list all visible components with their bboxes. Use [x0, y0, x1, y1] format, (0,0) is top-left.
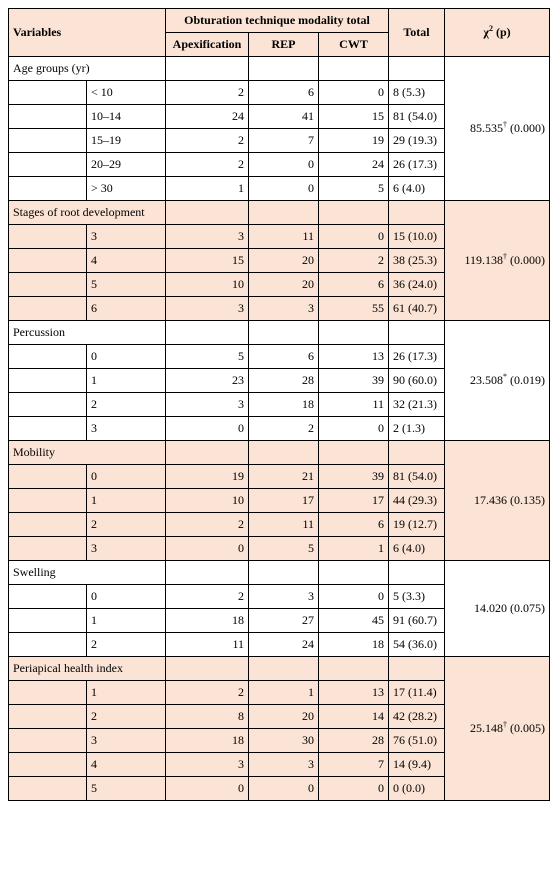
rep-count: 18 — [249, 393, 319, 417]
cwt-count: 13 — [319, 681, 389, 705]
section-title: Mobility — [9, 441, 166, 465]
cwt-count: 13 — [319, 345, 389, 369]
category-label: 1 — [87, 609, 166, 633]
indent-cell — [9, 609, 87, 633]
rep-count: 30 — [249, 729, 319, 753]
section-header-row — [9, 657, 550, 681]
cwt-count: 0 — [319, 225, 389, 249]
cwt-count: 28 — [319, 729, 389, 753]
rep-count: 1 — [249, 681, 319, 705]
total-count: 32 (21.3) — [389, 393, 445, 417]
category-label: 1 — [87, 489, 166, 513]
indent-cell — [9, 369, 87, 393]
indent-cell — [9, 681, 87, 705]
rep-count: 20 — [249, 273, 319, 297]
empty-cell — [166, 441, 249, 465]
empty-cell — [319, 441, 389, 465]
rep-count: 27 — [249, 609, 319, 633]
chi-square-cell — [445, 57, 550, 201]
significance-mark: † — [503, 120, 508, 129]
apexification-count: 2 — [166, 585, 249, 609]
results-table — [8, 8, 550, 801]
category-label: 0 — [87, 465, 166, 489]
rep-count: 11 — [249, 225, 319, 249]
cwt-count: 55 — [319, 297, 389, 321]
empty-cell — [166, 657, 249, 681]
total-count: 6 (4.0) — [389, 537, 445, 561]
apexification-count: 2 — [166, 153, 249, 177]
section-title: Stages of root development — [9, 201, 166, 225]
section-title: Swelling — [9, 561, 166, 585]
header-total: Total — [389, 9, 445, 57]
total-count: 15 (10.0) — [389, 225, 445, 249]
cwt-count: 0 — [319, 585, 389, 609]
total-count: 17 (11.4) — [389, 681, 445, 705]
section-title: Percussion — [9, 321, 166, 345]
apexification-count: 1 — [166, 177, 249, 201]
category-label: 2 — [87, 393, 166, 417]
rep-count: 11 — [249, 513, 319, 537]
empty-cell — [319, 321, 389, 345]
cwt-count: 24 — [319, 153, 389, 177]
empty-cell — [249, 441, 319, 465]
empty-cell — [249, 657, 319, 681]
category-label: 2 — [87, 705, 166, 729]
category-label: > 30 — [87, 177, 166, 201]
total-count: 5 (3.3) — [389, 585, 445, 609]
category-label: 3 — [87, 225, 166, 249]
empty-cell — [319, 201, 389, 225]
total-count: 26 (17.3) — [389, 153, 445, 177]
apexification-count: 3 — [166, 393, 249, 417]
chi-square-value: 17.436 — [474, 493, 508, 507]
chi-symbol: χ — [483, 25, 489, 39]
indent-cell — [9, 273, 87, 297]
category-label: 3 — [87, 417, 166, 441]
category-label: 3 — [87, 729, 166, 753]
header-variables: Variables — [9, 9, 166, 57]
rep-count: 6 — [249, 345, 319, 369]
empty-cell — [166, 201, 249, 225]
apexification-count: 19 — [166, 465, 249, 489]
empty-cell — [319, 57, 389, 81]
cwt-count: 18 — [319, 633, 389, 657]
rep-count: 0 — [249, 153, 319, 177]
empty-cell — [389, 201, 445, 225]
indent-cell — [9, 297, 87, 321]
cwt-count: 7 — [319, 753, 389, 777]
indent-cell — [9, 537, 87, 561]
header-rep: REP — [249, 33, 319, 57]
category-label: 15–19 — [87, 129, 166, 153]
chi-square-cell — [445, 657, 550, 801]
indent-cell — [9, 489, 87, 513]
cwt-count: 11 — [319, 393, 389, 417]
apexification-count: 15 — [166, 249, 249, 273]
header-chi-square — [445, 9, 550, 57]
header-obturation-group: Obturation technique modality total — [166, 9, 389, 33]
chi-square-value: 23.508 — [470, 373, 504, 387]
rep-count: 3 — [249, 753, 319, 777]
total-count: 36 (24.0) — [389, 273, 445, 297]
total-count: 44 (29.3) — [389, 489, 445, 513]
total-count: 0 (0.0) — [389, 777, 445, 801]
header-apexification: Apexification — [166, 33, 249, 57]
table-body — [9, 57, 550, 801]
p-value: (0.135) — [507, 493, 546, 507]
chi-square-value: 14.020 — [474, 601, 508, 615]
total-count: 19 (12.7) — [389, 513, 445, 537]
empty-cell — [389, 561, 445, 585]
significance-mark: * — [503, 372, 508, 381]
indent-cell — [9, 153, 87, 177]
rep-count: 20 — [249, 705, 319, 729]
p-value: (0.019) — [507, 373, 546, 387]
total-count: 54 (36.0) — [389, 633, 445, 657]
indent-cell — [9, 393, 87, 417]
empty-cell — [319, 561, 389, 585]
header-cwt: CWT — [319, 33, 389, 57]
p-value: (0.000) — [507, 253, 546, 267]
empty-cell — [389, 441, 445, 465]
indent-cell — [9, 585, 87, 609]
empty-cell — [389, 57, 445, 81]
category-label: 0 — [87, 345, 166, 369]
empty-cell — [249, 321, 319, 345]
total-count: 61 (40.7) — [389, 297, 445, 321]
rep-count: 3 — [249, 297, 319, 321]
empty-cell — [389, 657, 445, 681]
empty-cell — [389, 321, 445, 345]
indent-cell — [9, 345, 87, 369]
significance-mark: † — [503, 720, 508, 729]
cwt-count: 0 — [319, 777, 389, 801]
rep-count: 6 — [249, 81, 319, 105]
rep-count: 2 — [249, 417, 319, 441]
total-count: 76 (51.0) — [389, 729, 445, 753]
total-count: 29 (19.3) — [389, 129, 445, 153]
significance-mark: † — [503, 252, 508, 261]
apexification-count: 3 — [166, 297, 249, 321]
empty-cell — [319, 657, 389, 681]
category-label: 5 — [87, 273, 166, 297]
indent-cell — [9, 177, 87, 201]
cwt-count: 15 — [319, 105, 389, 129]
cwt-count: 1 — [319, 537, 389, 561]
category-label: 4 — [87, 249, 166, 273]
indent-cell — [9, 729, 87, 753]
total-count: 6 (4.0) — [389, 177, 445, 201]
total-count: 81 (54.0) — [389, 465, 445, 489]
apexification-count: 10 — [166, 273, 249, 297]
indent-cell — [9, 417, 87, 441]
cwt-count: 39 — [319, 369, 389, 393]
category-label: 2 — [87, 513, 166, 537]
section-header-row — [9, 201, 550, 225]
category-label: 20–29 — [87, 153, 166, 177]
section-header-row — [9, 561, 550, 585]
rep-count: 0 — [249, 177, 319, 201]
section-header-row — [9, 57, 550, 81]
chi-square-cell — [445, 441, 550, 561]
p-value: (0.075) — [507, 601, 546, 615]
cwt-count: 17 — [319, 489, 389, 513]
indent-cell — [9, 633, 87, 657]
total-count: 81 (54.0) — [389, 105, 445, 129]
cwt-count: 0 — [319, 81, 389, 105]
total-count: 38 (25.3) — [389, 249, 445, 273]
category-label: 6 — [87, 297, 166, 321]
apexification-count: 2 — [166, 513, 249, 537]
empty-cell — [249, 57, 319, 81]
indent-cell — [9, 777, 87, 801]
chi-square-value: 25.148 — [470, 721, 504, 735]
apexification-count: 0 — [166, 777, 249, 801]
indent-cell — [9, 129, 87, 153]
category-label: 10–14 — [87, 105, 166, 129]
chi-square-cell — [445, 321, 550, 441]
apexification-count: 3 — [166, 753, 249, 777]
chi-p-label: (p) — [492, 25, 511, 39]
section-header-row — [9, 441, 550, 465]
apexification-count: 24 — [166, 105, 249, 129]
category-label: 0 — [87, 585, 166, 609]
category-label: 5 — [87, 777, 166, 801]
total-count: 2 (1.3) — [389, 417, 445, 441]
apexification-count: 18 — [166, 729, 249, 753]
section-title: Age groups (yr) — [9, 57, 166, 81]
indent-cell — [9, 513, 87, 537]
apexification-count: 0 — [166, 417, 249, 441]
rep-count: 41 — [249, 105, 319, 129]
category-label: 1 — [87, 681, 166, 705]
empty-cell — [166, 561, 249, 585]
total-count: 26 (17.3) — [389, 345, 445, 369]
category-label: 2 — [87, 633, 166, 657]
category-label: 1 — [87, 369, 166, 393]
total-count: 42 (28.2) — [389, 705, 445, 729]
apexification-count: 5 — [166, 345, 249, 369]
total-count: 90 (60.0) — [389, 369, 445, 393]
cwt-count: 45 — [319, 609, 389, 633]
chi-square-cell — [445, 561, 550, 657]
empty-cell — [249, 201, 319, 225]
cwt-count: 14 — [319, 705, 389, 729]
rep-count: 3 — [249, 585, 319, 609]
section-title: Periapical health index — [9, 657, 166, 681]
rep-count: 21 — [249, 465, 319, 489]
total-count: 8 (5.3) — [389, 81, 445, 105]
cwt-count: 0 — [319, 417, 389, 441]
cwt-count: 6 — [319, 513, 389, 537]
indent-cell — [9, 105, 87, 129]
total-count: 91 (60.7) — [389, 609, 445, 633]
apexification-count: 3 — [166, 225, 249, 249]
indent-cell — [9, 81, 87, 105]
rep-count: 0 — [249, 777, 319, 801]
rep-count: 20 — [249, 249, 319, 273]
category-label: 4 — [87, 753, 166, 777]
indent-cell — [9, 705, 87, 729]
apexification-count: 23 — [166, 369, 249, 393]
rep-count: 24 — [249, 633, 319, 657]
rep-count: 5 — [249, 537, 319, 561]
p-value: (0.005) — [507, 721, 546, 735]
indent-cell — [9, 225, 87, 249]
total-count: 14 (9.4) — [389, 753, 445, 777]
apexification-count: 18 — [166, 609, 249, 633]
apexification-count: 10 — [166, 489, 249, 513]
indent-cell — [9, 249, 87, 273]
empty-cell — [166, 57, 249, 81]
cwt-count: 19 — [319, 129, 389, 153]
apexification-count: 11 — [166, 633, 249, 657]
chi-superscript: 2 — [488, 24, 493, 33]
empty-cell — [249, 561, 319, 585]
cwt-count: 6 — [319, 273, 389, 297]
rep-count: 17 — [249, 489, 319, 513]
indent-cell — [9, 465, 87, 489]
chi-square-cell — [445, 201, 550, 321]
apexification-count: 8 — [166, 705, 249, 729]
indent-cell — [9, 753, 87, 777]
category-label: 3 — [87, 537, 166, 561]
p-value: (0.000) — [507, 121, 546, 135]
rep-count: 7 — [249, 129, 319, 153]
apexification-count: 2 — [166, 81, 249, 105]
empty-cell — [166, 321, 249, 345]
chi-square-value: 85.535 — [470, 121, 504, 135]
category-label: < 10 — [87, 81, 166, 105]
cwt-count: 5 — [319, 177, 389, 201]
cwt-count: 39 — [319, 465, 389, 489]
chi-square-value: 119.138 — [464, 253, 504, 267]
apexification-count: 2 — [166, 681, 249, 705]
apexification-count: 2 — [166, 129, 249, 153]
table-header — [9, 9, 550, 57]
cwt-count: 2 — [319, 249, 389, 273]
apexification-count: 0 — [166, 537, 249, 561]
rep-count: 28 — [249, 369, 319, 393]
section-header-row — [9, 321, 550, 345]
